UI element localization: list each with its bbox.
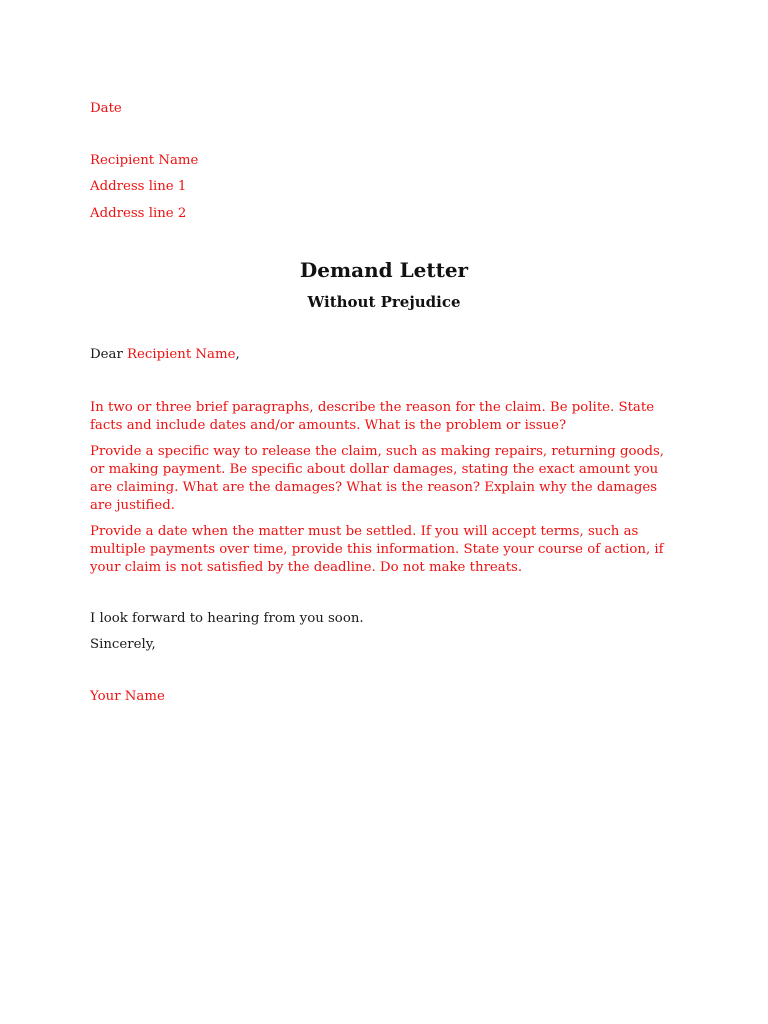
letter-title: Demand Letter xyxy=(299,258,469,282)
address-line-2-placeholder: Address line 2 xyxy=(90,206,187,221)
signature-name-placeholder: Your Name xyxy=(90,689,165,704)
body-paragraph-1: In two or three brief paragraphs, describe the reason for the claim. Be polite. State facts and include dates and/or amounts. What is the problem or issue? xyxy=(90,400,655,433)
closing-line: I look forward to hearing from you soon. xyxy=(90,611,364,626)
recipient-name-placeholder: Recipient Name xyxy=(90,153,199,168)
body-paragraph-3: Provide a date when the matter must be settled. If you will accept terms, such as multiple payments over time, provide this information. State your course of action, if your claim is not satisfied by the deadline. Do not make threats. xyxy=(90,524,664,575)
salutation-prefix: Dear xyxy=(90,347,128,362)
date-placeholder: Date xyxy=(90,101,122,116)
salutation-recipient-name: Recipient Name xyxy=(127,347,236,362)
address-line-1-placeholder: Address line 1 xyxy=(90,179,187,194)
salutation xyxy=(90,347,240,362)
body-paragraph-2: Provide a specific way to release the claim, such as making repairs, returning goods, or making payment. Be specific about dollar damages, stating the exact amount you are claiming. What are the damages? What is the reason? Explain why the damages are justified. xyxy=(90,444,665,513)
signoff: Sincerely, xyxy=(90,637,156,652)
letter-subtitle: Without Prejudice xyxy=(307,293,461,311)
salutation-suffix: , xyxy=(235,347,240,362)
